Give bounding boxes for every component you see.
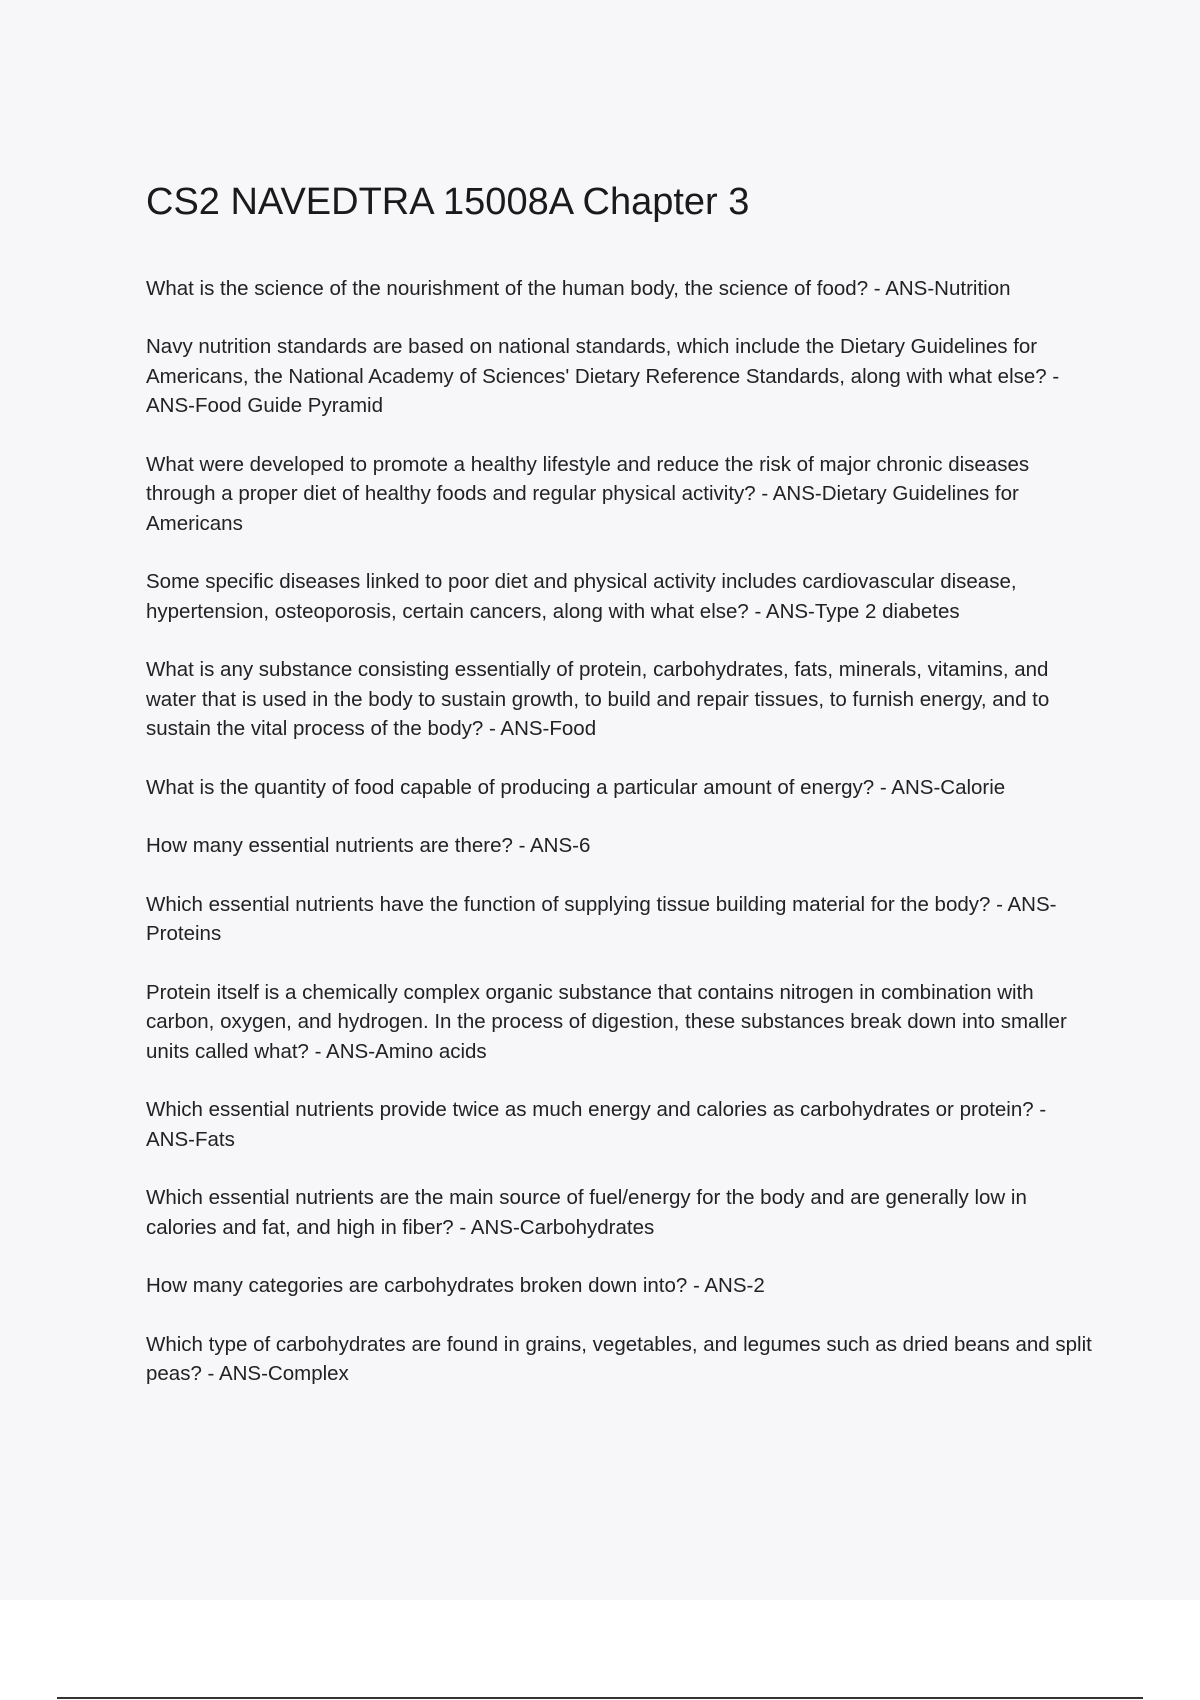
qa-item: Some specific diseases linked to poor diet and physical activity includes cardiovascular disease, hypertension, osteoporosis, certain cancers, along with what else? - ANS-Type 2 diabetes: [146, 570, 1017, 623]
qa-item: What is the science of the nourishment of the human body, the science of food? - ANS-Nutrition: [146, 276, 1011, 300]
qa-item: Which essential nutrients provide twice as much energy and calories as carbohydrates or protein? - ANS-Fats: [146, 1098, 1047, 1151]
qa-item: What is the quantity of food capable of producing a particular amount of energy? - ANS-Calorie: [146, 775, 1006, 799]
document-content: [146, 180, 1096, 1418]
page-divider: [57, 1697, 1143, 1699]
document-title: CS2 NAVEDTRA 15008A Chapter 3: [146, 181, 750, 223]
qa-item: What is any substance consisting essentially of protein, carbohydrates, fats, minerals, vitamins, and water that is used in the body to sustain growth, to build and repair tissues, to furnish energy, and to sustain the vital process of the body? - ANS-Food: [146, 658, 1050, 741]
qa-item: How many essential nutrients are there? - ANS-6: [146, 834, 591, 858]
qa-item: Which type of carbohydrates are found in grains, vegetables, and legumes such as dried beans and split peas? - ANS-Complex: [146, 1332, 1092, 1386]
qa-item: How many categories are carbohydrates broken down into? - ANS-2: [146, 1274, 765, 1298]
qa-item: Navy nutrition standards are based on national standards, which include the Dietary Guidelines for Americans, the National Academy of Sciences' Dietary Reference Standards, along with what else? - ANS-Food Guide Pyramid: [146, 335, 1060, 418]
qa-item: Which essential nutrients have the function of supplying tissue building material for the body? - ANS-Proteins: [146, 892, 1057, 946]
qa-item: Protein itself is a chemically complex organic substance that contains nitrogen in combination with carbon, oxygen, and hydrogen. In the process of digestion, these substances break down into smaller units called what? - ANS-Amino acids: [146, 980, 1067, 1063]
qa-item: Which essential nutrients are the main source of fuel/energy for the body and are generally low in calories and fat, and high in fiber? - ANS-Carbohydrates: [146, 1186, 1027, 1239]
qa-item: What were developed to promote a healthy lifestyle and reduce the risk of major chronic diseases through a proper diet of healthy foods and regular physical activity? - ANS-Dietary Guidelines for Americans: [146, 452, 1030, 535]
